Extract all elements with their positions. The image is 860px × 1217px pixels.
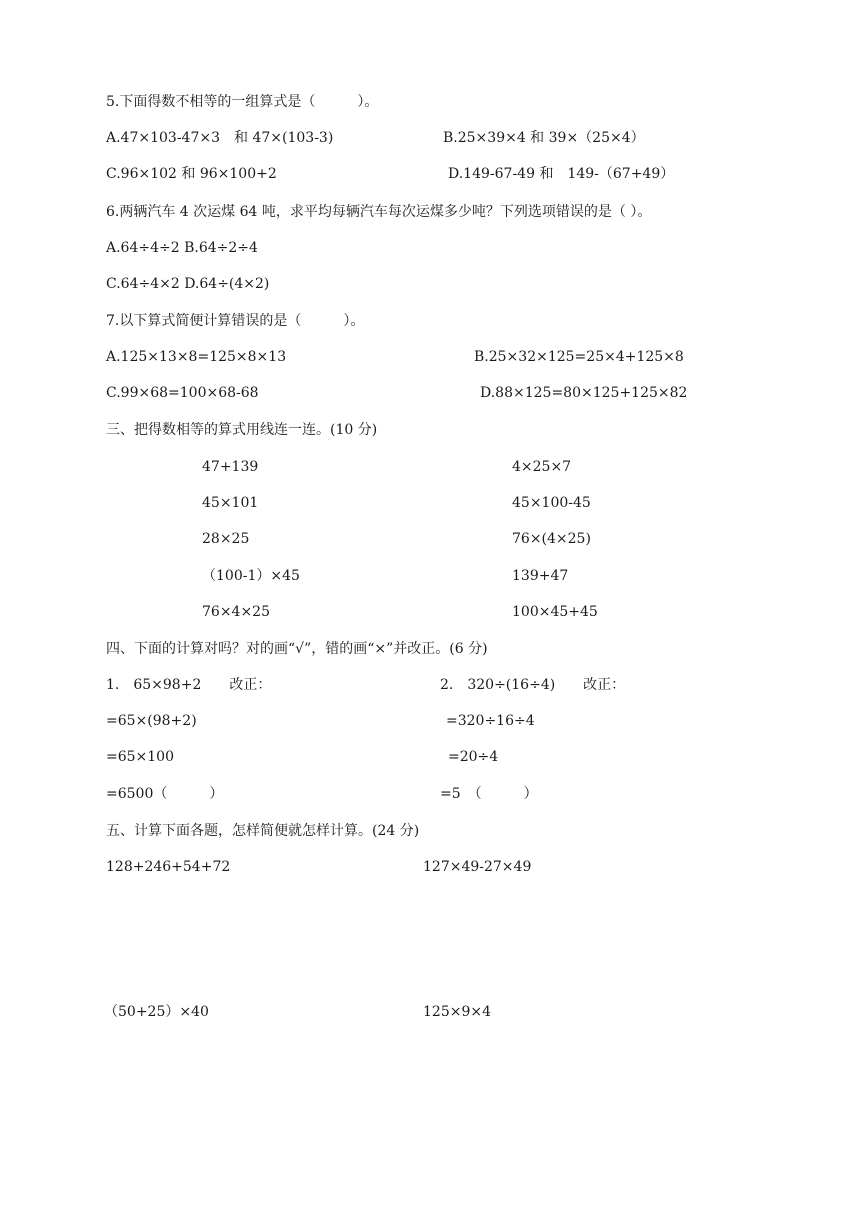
calc-expression: 125×9×4: [423, 1004, 491, 1020]
q5-option-d: D.149-67-49 和 149-（67+49）: [448, 166, 675, 182]
section-5-title: 五、计算下面各题，怎样简便就怎样计算。(24 分): [106, 823, 420, 839]
q5-option-c: C.96×102 和 96×100+2: [106, 166, 277, 182]
q7-stem: 7.以下算式简便计算错误的是（ ）。: [106, 313, 365, 329]
q5-option-b: B.25×39×4 和 39×（25×4）: [443, 130, 645, 146]
match-left-item: （100-1）×45: [202, 568, 300, 584]
q6-options-ab: A.64÷4÷2 B.64÷2÷4: [106, 240, 258, 256]
match-right-item: 76×(4×25): [512, 531, 591, 547]
q5-option-a: A.47×103-47×3 和 47×(103-3): [106, 130, 334, 146]
q7-option-d: D.88×125=80×125+125×82: [480, 385, 688, 401]
q6-options-cd: C.64÷4×2 D.64÷(4×2): [106, 276, 270, 292]
problem-1-line: =6500（ ）: [106, 786, 224, 802]
match-left-item: 28×25: [202, 531, 250, 547]
section-4-title: 四、下面的计算对吗？对的画“√”，错的画“×”并改正。(6 分): [106, 641, 488, 657]
problem-1-line: 1. 65×98+2 改正：: [106, 677, 272, 693]
problem-2-line: =20÷4: [448, 749, 499, 765]
problem-1-line: =65×(98+2): [106, 713, 197, 729]
problem-2-line: 2. 320÷(16÷4) 改正：: [440, 677, 626, 693]
q7-option-c: C.99×68=100×68-68: [106, 385, 259, 401]
section-3-title: 三、把得数相等的算式用线连一连。(10 分): [106, 422, 378, 438]
q5-stem: 5.下面得数不相等的一组算式是（ ）。: [106, 94, 379, 110]
problem-2-line: =320÷16÷4: [446, 713, 535, 729]
calc-expression: 127×49-27×49: [423, 859, 532, 875]
calc-expression: 128+246+54+72: [106, 859, 231, 875]
match-left-item: 76×4×25: [202, 604, 270, 620]
q6-stem: 6.两辆汽车 4 次运煤 64 吨，求平均每辆汽车每次运煤多少吨？下列选项错误的是（ ）。: [106, 204, 652, 220]
match-left-item: 47+139: [202, 459, 259, 475]
match-right-item: 4×25×7: [512, 459, 572, 475]
match-right-item: 100×45+45: [512, 604, 598, 620]
match-left-item: 45×101: [202, 495, 259, 511]
match-right-item: 139+47: [512, 568, 569, 584]
match-right-item: 45×100-45: [512, 495, 591, 511]
calc-expression: （50+25）×40: [104, 1004, 209, 1020]
q7-option-a: A.125×13×8=125×8×13: [106, 349, 287, 365]
problem-2-line: =5 （ ）: [440, 786, 538, 802]
q7-option-b: B.25×32×125=25×4+125×8: [474, 349, 684, 365]
problem-1-line: =65×100: [106, 749, 174, 765]
